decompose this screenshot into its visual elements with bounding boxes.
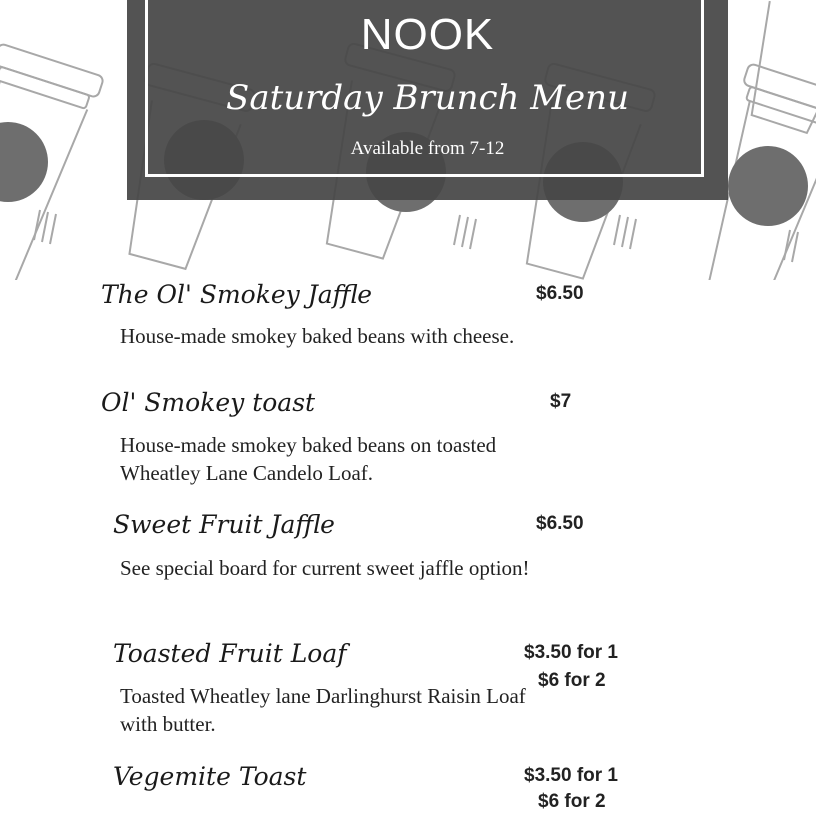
menu-item-price-secondary: $6 for 2	[538, 791, 606, 812]
menu-item-name: Ol' Smokey toast	[101, 388, 316, 417]
menu-item-price: $6.50	[536, 513, 584, 534]
menu-subtitle: Saturday Brunch Menu	[226, 78, 629, 118]
menu-item-name: The Ol' Smokey Jaffle	[101, 280, 373, 309]
coffee-dot-icon	[728, 146, 808, 226]
menu-item-name: Toasted Fruit Loaf	[113, 639, 347, 668]
menu-item-description: House-made smokey baked beans on toasted Wheatley Lane Candelo Loaf.	[120, 433, 497, 485]
header-banner	[127, 0, 728, 200]
menu-item-name: Sweet Fruit Jaffle	[113, 510, 335, 539]
menu-item-price: $7	[550, 391, 572, 412]
menu-item-description: Toasted Wheatley lane Darlinghurst Raisin Loaf with butter.	[120, 684, 526, 736]
coffee-dot-icon	[0, 122, 48, 202]
menu-item-price: $3.50 for 1	[524, 765, 618, 786]
menu-item-price: $3.50 for 1	[524, 642, 618, 663]
availability-hours: Available from 7-12	[350, 138, 505, 159]
menu-item-price-secondary: $6 for 2	[538, 670, 606, 691]
menu-item-price: $6.50	[536, 283, 584, 304]
menu-item-description: House-made smokey baked beans with cheese.	[120, 324, 515, 348]
menu-item-name: Vegemite Toast	[113, 762, 307, 791]
brand-title: NOOK	[360, 10, 495, 59]
menu-item-description: See special board for current sweet jaffle option!	[120, 556, 530, 580]
